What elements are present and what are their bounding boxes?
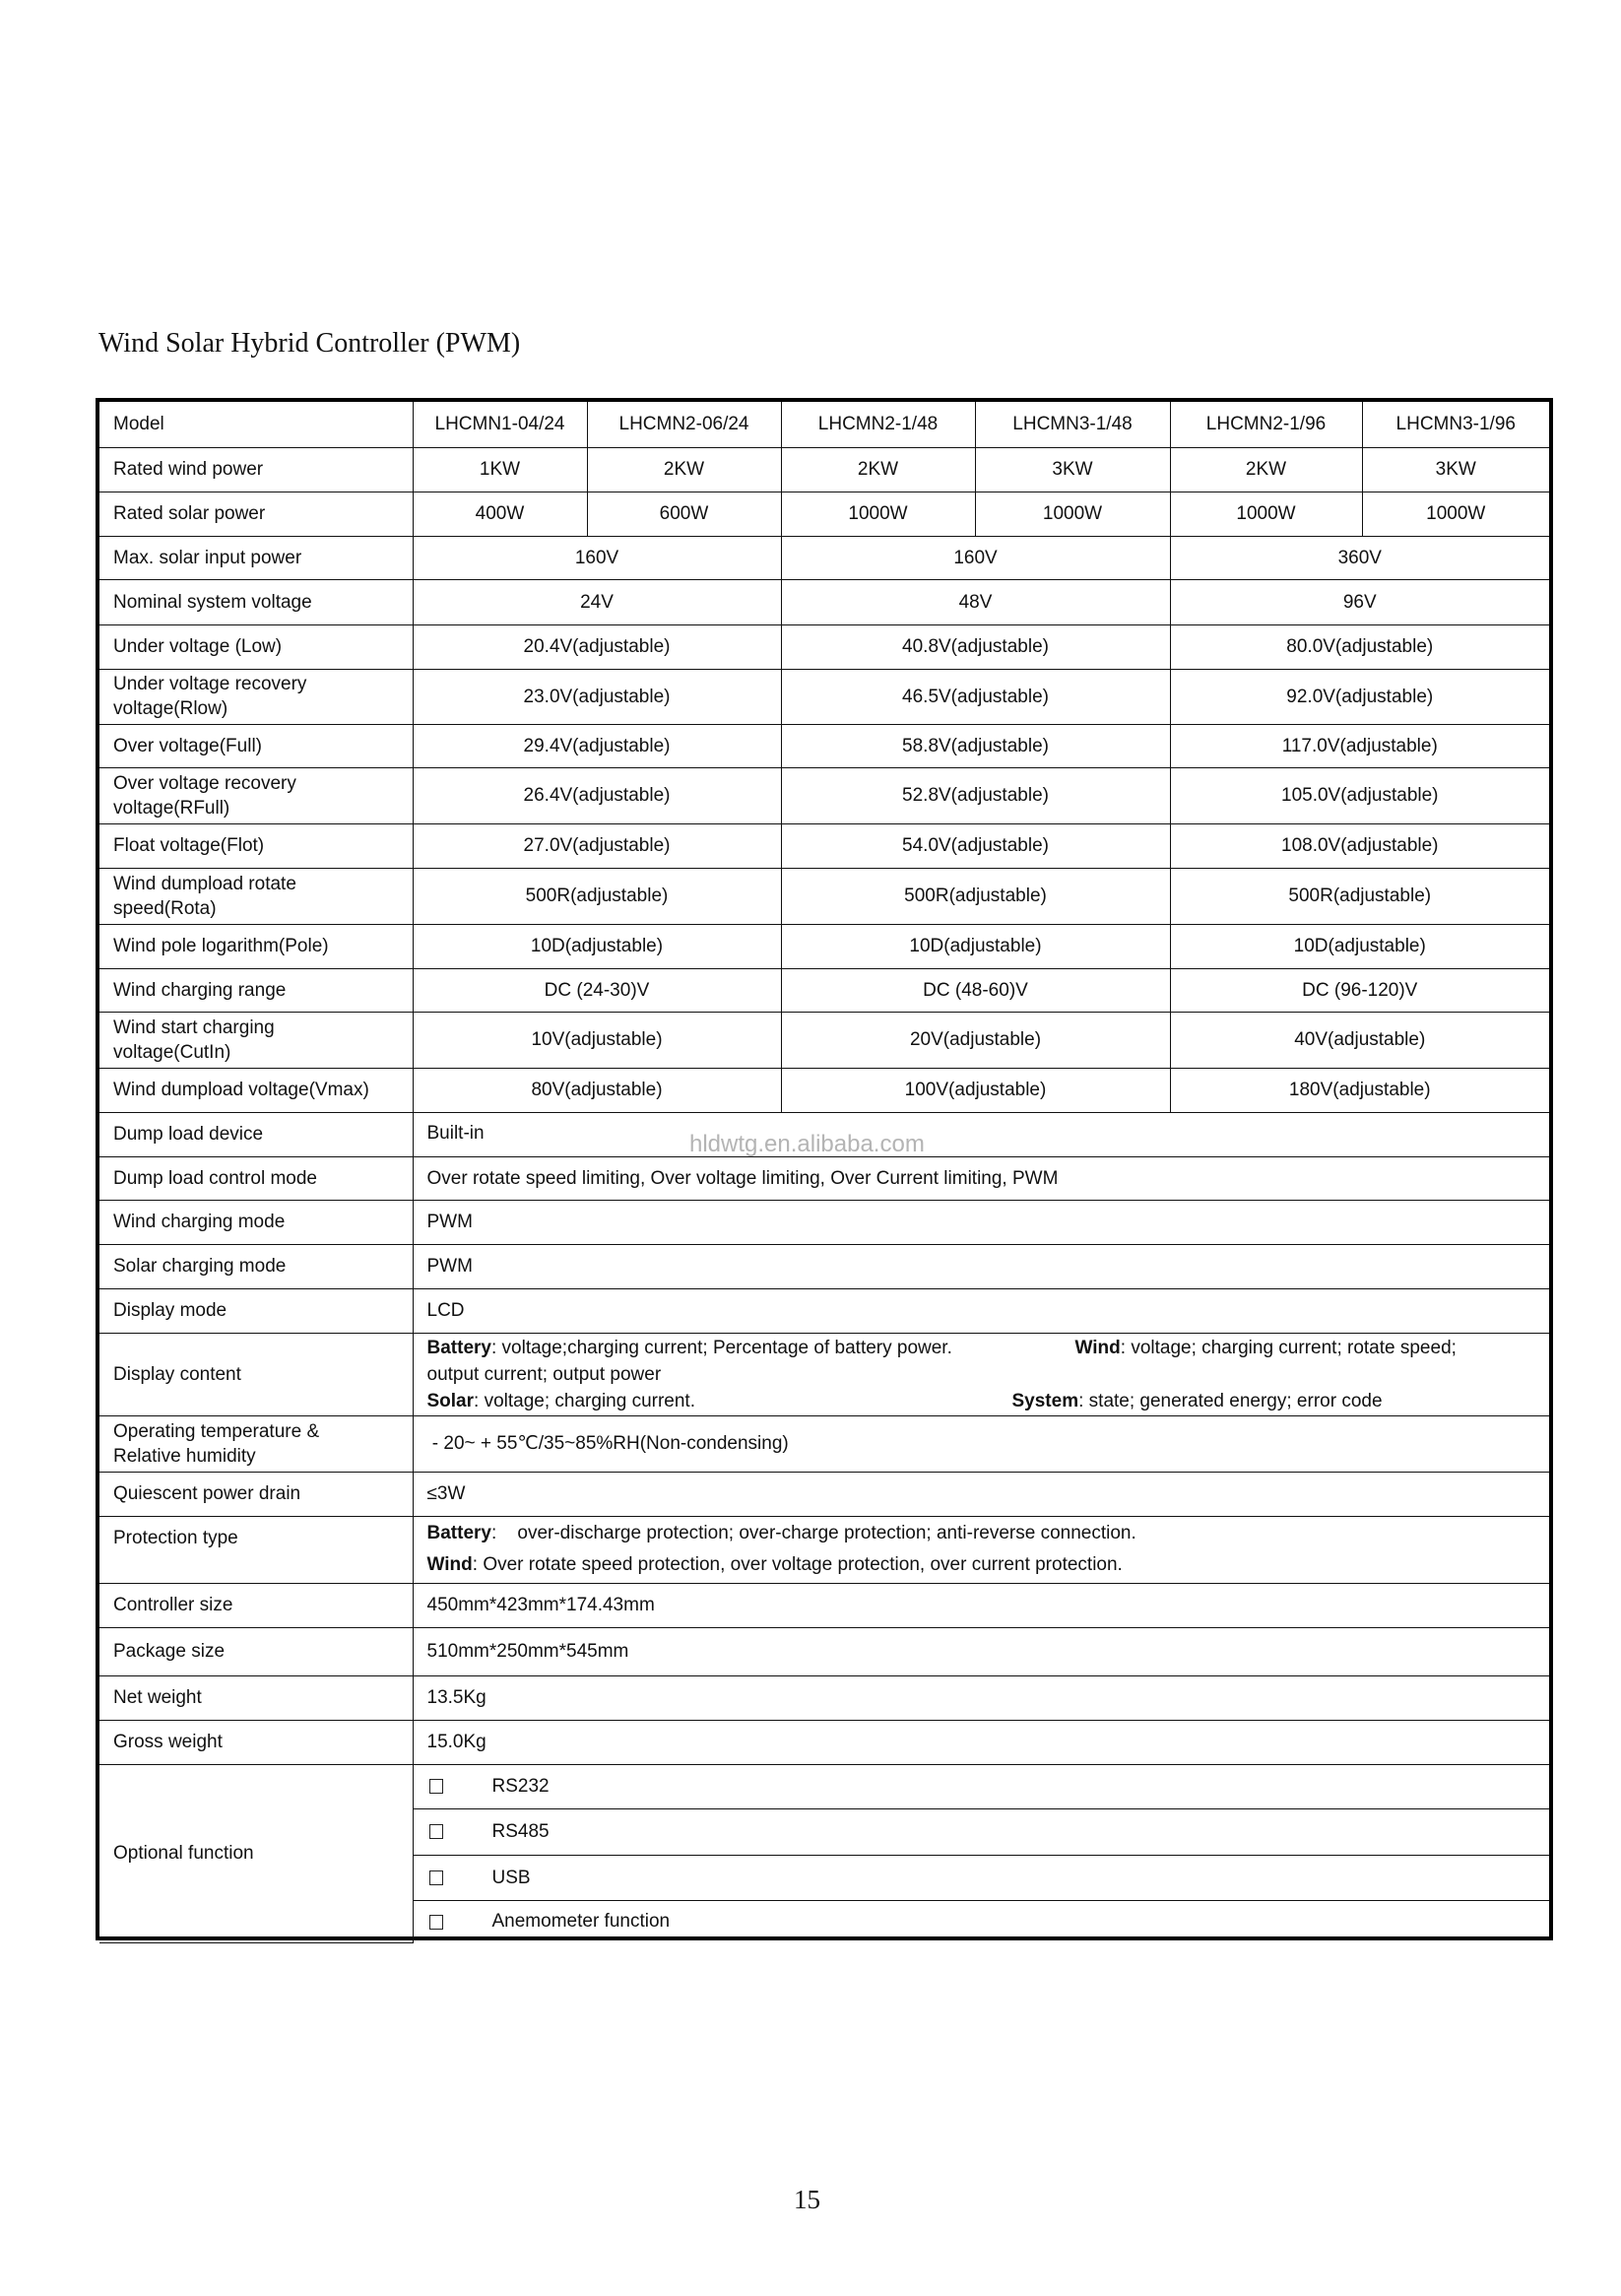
checkbox-icon[interactable] (429, 1824, 443, 1839)
value-cell: DC (96-120)V (1170, 968, 1549, 1012)
table-row-optional (99, 1764, 1549, 1808)
row-label: Over voltage(Full) (99, 724, 413, 767)
value-cell: 10V(adjustable) (413, 1012, 781, 1068)
table-row (99, 968, 1549, 1012)
value-cell: 500R(adjustable) (413, 868, 781, 924)
value-cell: 500R(adjustable) (1170, 868, 1549, 924)
row-label: Wind dumpload voltage(Vmax) (99, 1068, 413, 1112)
table-row (99, 1627, 1549, 1675)
table-row (99, 1415, 1549, 1472)
value-cell: 1000W (1362, 492, 1549, 536)
table-row (99, 1012, 1549, 1068)
row-label: Controller size (99, 1583, 413, 1627)
row-label: Package size (99, 1627, 413, 1675)
value-cell: 3KW (1362, 447, 1549, 492)
table-row (99, 724, 1549, 767)
table-row (99, 868, 1549, 924)
table-row (99, 1720, 1549, 1764)
value-cell: 20V(adjustable) (781, 1012, 1170, 1068)
battery-text: : voltage;charging current; Percentage of battery power. (490, 1337, 952, 1358)
table-row-model (99, 402, 1549, 447)
value-cell: 15.0Kg (413, 1720, 1549, 1764)
wind-group (1075, 1335, 1457, 1361)
value-cell: 180V(adjustable) (1170, 1068, 1549, 1112)
row-label-line2: speed(Rota) (113, 897, 217, 919)
system-key: System (1011, 1390, 1079, 1411)
model-cell: LHCMN2-1/48 (781, 402, 975, 447)
value-cell: 26.4V(adjustable) (413, 767, 781, 823)
row-label (99, 1012, 413, 1068)
row-label-line1: Over voltage recovery (113, 772, 296, 794)
value-cell: 510mm*250mm*545mm (413, 1627, 1549, 1675)
row-label: Solar charging mode (99, 1244, 413, 1288)
value-cell: Over rotate speed limiting, Over voltage limiting, Over Current limiting, PWM (413, 1156, 1549, 1200)
value-cell: 160V (413, 536, 781, 579)
value-cell: 29.4V(adjustable) (413, 724, 781, 767)
option-item-rs485[interactable] (413, 1808, 1549, 1855)
value-cell: 400W (413, 492, 587, 536)
value-cell: 10D(adjustable) (1170, 924, 1549, 968)
model-cell: LHCMN2-06/24 (587, 402, 781, 447)
model-cell: LHCMN3-1/48 (975, 402, 1170, 447)
table-row-protection (99, 1516, 1549, 1583)
row-label: Max. solar input power (99, 536, 413, 579)
value-cell: 23.0V(adjustable) (413, 669, 781, 724)
row-label: Dump load device (99, 1112, 413, 1156)
protection-battery-line (427, 1518, 1550, 1549)
row-label (99, 868, 413, 924)
row-label: Protection type (99, 1516, 413, 1583)
option-item-usb[interactable] (413, 1855, 1549, 1900)
option-label: RS485 (491, 1821, 550, 1842)
value-cell: 3KW (975, 447, 1170, 492)
protection-wind-line (427, 1549, 1550, 1581)
row-label: Display content (99, 1333, 413, 1415)
table-row (99, 1675, 1549, 1720)
checkbox-icon[interactable] (429, 1779, 443, 1794)
wind-text: : Over rotate speed protection, over voltage protection, over current protection. (472, 1554, 1123, 1575)
table-row (99, 1068, 1549, 1112)
row-label-line1: Operating temperature & (113, 1420, 320, 1442)
value-cell: 100V(adjustable) (781, 1068, 1170, 1112)
value-cell: 1000W (975, 492, 1170, 536)
protection-cell (413, 1516, 1549, 1583)
value-cell: 58.8V(adjustable) (781, 724, 1170, 767)
value-cell: DC (48-60)V (781, 968, 1170, 1012)
wind-text: : voltage; charging current; rotate speed; (1120, 1337, 1457, 1358)
system-group (1012, 1388, 1383, 1414)
spec-table (96, 398, 1553, 1940)
row-label-line1: Wind start charging (113, 1017, 275, 1038)
wind-key: Wind (426, 1554, 473, 1575)
value-cell: 108.0V(adjustable) (1170, 823, 1549, 868)
value-cell: 96V (1170, 579, 1549, 624)
value-cell: 10D(adjustable) (781, 924, 1170, 968)
option-item-anemometer[interactable] (413, 1900, 1549, 1942)
row-label (99, 767, 413, 823)
value-cell: LCD (413, 1288, 1549, 1333)
solar-key: Solar (426, 1390, 475, 1411)
value-cell: 54.0V(adjustable) (781, 823, 1170, 868)
row-label: Rated wind power (99, 447, 413, 492)
table-row (99, 1288, 1549, 1333)
value-cell: 92.0V(adjustable) (1170, 669, 1549, 724)
model-cell: LHCMN1-04/24 (413, 402, 587, 447)
value-cell: 46.5V(adjustable) (781, 669, 1170, 724)
table-row (99, 1200, 1549, 1244)
table-row (99, 669, 1549, 724)
display-line-3 (427, 1388, 1550, 1414)
value-cell: 2KW (587, 447, 781, 492)
system-text: : state; generated energy; error code (1078, 1390, 1383, 1411)
value-cell: ≤3W (413, 1472, 1549, 1516)
row-label: Net weight (99, 1675, 413, 1720)
document-title: Wind Solar Hybrid Controller (PWM) (98, 328, 521, 359)
value-cell: 160V (781, 536, 1170, 579)
value-cell: 2KW (1170, 447, 1362, 492)
row-label: Wind charging mode (99, 1200, 413, 1244)
value-cell: 450mm*423mm*174.43mm (413, 1583, 1549, 1627)
display-content-cell (413, 1333, 1549, 1415)
value-cell: 52.8V(adjustable) (781, 767, 1170, 823)
value-cell: 24V (413, 579, 781, 624)
value-cell: 10D(adjustable) (413, 924, 781, 968)
row-label: Float voltage(Flot) (99, 823, 413, 868)
row-label: Gross weight (99, 1720, 413, 1764)
value-cell: 80.0V(adjustable) (1170, 624, 1549, 669)
value-cell: 1KW (413, 447, 587, 492)
table-row-display-content (99, 1333, 1549, 1415)
checkbox-icon[interactable] (429, 1870, 443, 1885)
checkbox-icon[interactable] (429, 1915, 443, 1930)
solar-text: : voltage; charging current. (474, 1390, 695, 1411)
row-label-line2: voltage(CutIn) (113, 1041, 231, 1063)
row-label: Optional function (99, 1764, 413, 1942)
value-cell: 20.4V(adjustable) (413, 624, 781, 669)
row-label: Rated solar power (99, 492, 413, 536)
value-cell: Built-in (413, 1112, 1549, 1156)
value-cell: 2KW (781, 447, 975, 492)
battery-text: : over-discharge protection; over-charge protection; anti-reverse connection. (490, 1523, 1136, 1543)
battery-key: Battery (426, 1337, 491, 1358)
model-cell: LHCMN2-1/96 (1170, 402, 1362, 447)
option-label: Anemometer function (491, 1911, 671, 1933)
table-row (99, 1583, 1549, 1627)
row-label-line2: voltage(RFull) (113, 797, 230, 819)
table-row (99, 536, 1549, 579)
option-label: USB (491, 1867, 531, 1888)
row-label: Nominal system voltage (99, 579, 413, 624)
row-label: Wind pole logarithm(Pole) (99, 924, 413, 968)
display-line-2: output current; output power (426, 1363, 662, 1385)
value-cell: PWM (413, 1244, 1549, 1288)
value-cell: 117.0V(adjustable) (1170, 724, 1549, 767)
table-row (99, 624, 1549, 669)
value-cell: 27.0V(adjustable) (413, 823, 781, 868)
table-row (99, 767, 1549, 823)
table-row (99, 579, 1549, 624)
value-cell: 105.0V(adjustable) (1170, 767, 1549, 823)
row-label: Quiescent power drain (99, 1472, 413, 1516)
value-cell: 40V(adjustable) (1170, 1012, 1549, 1068)
table-row (99, 1244, 1549, 1288)
value-cell: 360V (1170, 536, 1549, 579)
value-cell: PWM (413, 1200, 1549, 1244)
value-cell: 1000W (781, 492, 975, 536)
wind-key: Wind (1074, 1337, 1121, 1358)
table-row (99, 924, 1549, 968)
value-cell: 80V(adjustable) (413, 1068, 781, 1112)
value-cell: 48V (781, 579, 1170, 624)
value-cell: 500R(adjustable) (781, 868, 1170, 924)
display-line-1 (427, 1335, 1550, 1361)
row-label-line2: Relative humidity (113, 1445, 256, 1467)
value-cell: - 20~ + 55℃/35~85%RH(Non-condensing) (413, 1415, 1549, 1472)
row-label: Under voltage (Low) (99, 624, 413, 669)
table-row (99, 1156, 1549, 1200)
page-number: 15 (794, 2185, 820, 2214)
option-label: RS232 (491, 1776, 550, 1797)
row-label (99, 669, 413, 724)
row-label (99, 1415, 413, 1472)
watermark: hldwtg.en.alibaba.com (689, 1131, 925, 1157)
value-cell: DC (24-30)V (413, 968, 781, 1012)
row-label-line1: Under voltage recovery (113, 674, 307, 694)
option-item-rs232[interactable] (413, 1764, 1549, 1808)
table-row (99, 447, 1549, 492)
row-label: Dump load control mode (99, 1156, 413, 1200)
value-cell: 13.5Kg (413, 1675, 1549, 1720)
battery-key: Battery (426, 1523, 491, 1543)
row-label-line1: Wind dumpload rotate (113, 873, 296, 894)
table-row (99, 492, 1549, 536)
row-label: Display mode (99, 1288, 413, 1333)
table-row (99, 823, 1549, 868)
table-row (99, 1472, 1549, 1516)
row-label: Wind charging range (99, 968, 413, 1012)
model-cell: LHCMN3-1/96 (1362, 402, 1549, 447)
value-cell: 600W (587, 492, 781, 536)
value-cell: 40.8V(adjustable) (781, 624, 1170, 669)
row-label-line2: voltage(Rlow) (113, 698, 228, 719)
row-label: Model (99, 402, 413, 447)
value-cell: 1000W (1170, 492, 1362, 536)
